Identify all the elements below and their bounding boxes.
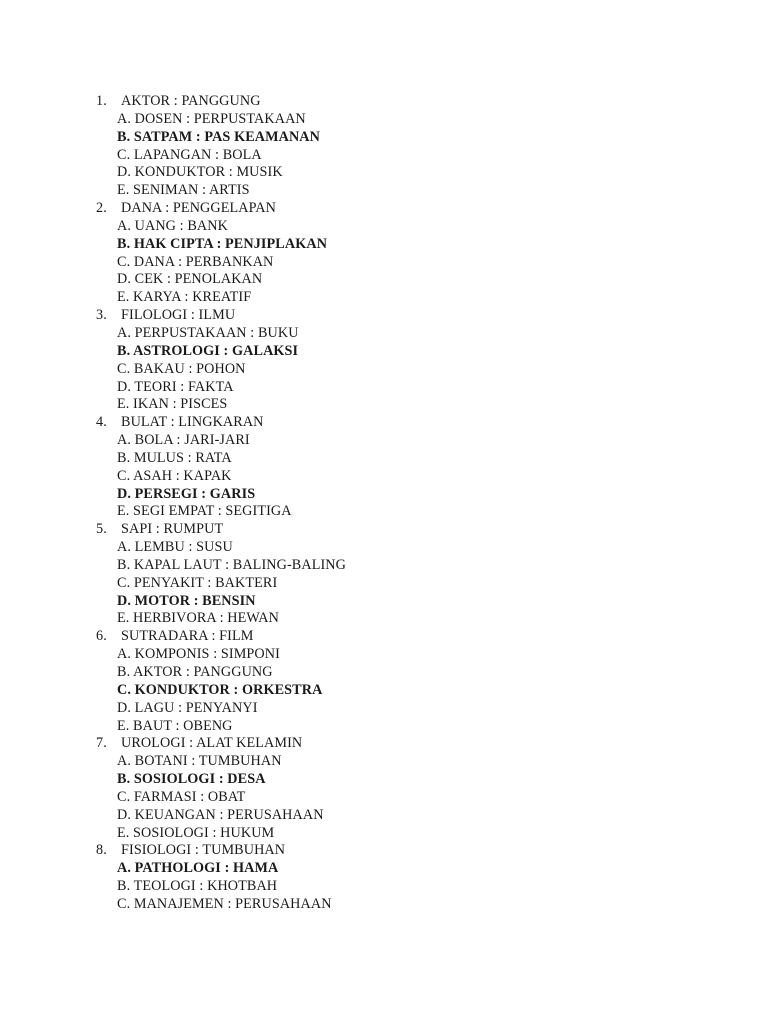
question-block: [0, 307, 768, 414]
answer-option: E. BAUT : OBENG: [117, 717, 233, 734]
question-number: 5.: [96, 521, 107, 538]
question-line: [0, 628, 768, 646]
question-stem: FILOLOGI : ILMU: [121, 307, 236, 324]
answer-option-correct: B. SOSIOLOGI : DESA: [117, 771, 266, 788]
question-stem: AKTOR : PANGGUNG: [121, 93, 261, 109]
question-number: 3.: [96, 307, 107, 324]
answer-option: E. KARYA : KREATIF: [117, 289, 252, 306]
question-number: 7.: [96, 735, 107, 752]
answer-option-correct: C. KONDUKTOR : ORKESTRA: [117, 681, 323, 698]
question-line: [0, 414, 768, 432]
question-block: [0, 735, 768, 842]
answer-option: C. PENYAKIT : BAKTERI: [117, 574, 278, 591]
question-number: 6.: [96, 628, 107, 645]
answer-option-correct: B. ASTROLOGI : GALAKSI: [117, 342, 299, 359]
answer-option: A. LEMBU : SUSU: [117, 539, 233, 556]
document-page: [0, 93, 768, 914]
question-block: [0, 842, 768, 913]
answer-option: D. KONDUKTOR : MUSIK: [117, 164, 283, 181]
answer-option: C. ASAH : KAPAK: [117, 467, 232, 484]
answer-option: E. IKAN : PISCES: [117, 396, 228, 413]
question-stem: SUTRADARA : FILM: [121, 628, 254, 645]
answer-option-correct: A. PATHOLOGI : HAMA: [117, 860, 279, 877]
answer-option: B. KAPAL LAUT : BALING-BALING: [117, 556, 346, 573]
question-stem: SAPI : RUMPUT: [121, 521, 224, 538]
answer-option: D. TEORI : FAKTA: [117, 378, 234, 395]
question-line: [0, 735, 768, 753]
answer-option-correct: D. PERSEGI : GARIS: [117, 485, 256, 502]
question-block: [0, 200, 768, 307]
answer-option: A. BOLA : JARI-JARI: [117, 432, 250, 449]
answer-option: A. UANG : BANK: [117, 217, 228, 234]
question-block: [0, 93, 768, 200]
answer-option: E. HERBIVORA : HEWAN: [117, 610, 279, 627]
question-line: [0, 93, 768, 111]
answer-option: C. DANA : PERBANKAN: [117, 253, 274, 270]
question-number: 4.: [96, 414, 107, 431]
answer-option: B. TEOLOGI : KHOTBAH: [117, 878, 278, 895]
answer-option-correct: B. SATPAM : PAS KEAMANAN: [117, 128, 320, 145]
answer-option: C. LAPANGAN : BOLA: [117, 146, 262, 163]
answer-option: A. BOTANI : TUMBUHAN: [117, 753, 282, 770]
question-number: 1.: [96, 93, 107, 109]
question-number: 8.: [96, 842, 107, 859]
answer-option: E. SOSIOLOGI : HUKUM: [117, 824, 275, 841]
answer-option: D. CEK : PENOLAKAN: [117, 271, 263, 288]
question-stem: FISIOLOGI : TUMBUHAN: [121, 842, 286, 859]
answer-option: C. BAKAU : POHON: [117, 360, 246, 377]
answer-option: E. SEGI EMPAT : SEGITIGA: [117, 503, 292, 520]
question-line: [0, 307, 768, 325]
question-stem: UROLOGI : ALAT KELAMIN: [121, 735, 303, 752]
answer-option: C. FARMASI : OBAT: [117, 788, 246, 805]
question-number: 2.: [96, 200, 107, 217]
answer-option: A. PERPUSTAKAAN : BUKU: [117, 324, 299, 341]
answer-option: E. SENIMAN : ARTIS: [117, 182, 250, 199]
answer-option: D. KEUANGAN : PERUSAHAAN: [117, 806, 324, 823]
question-block: [0, 414, 768, 521]
question-block: [0, 521, 768, 628]
question-line: [0, 200, 768, 218]
question-stem: DANA : PENGGELAPAN: [121, 200, 276, 217]
answer-option-correct: D. MOTOR : BENSIN: [117, 592, 256, 609]
question-stem: BULAT : LINGKARAN: [121, 414, 264, 431]
question-line: [0, 842, 768, 860]
answer-option: B. MULUS : RATA: [117, 449, 232, 466]
answer-option: B. AKTOR : PANGGUNG: [117, 664, 273, 680]
question-block: [0, 628, 768, 735]
answer-option: A. KOMPONIS : SIMPONI: [117, 646, 280, 663]
answer-option: D. LAGU : PENYANYI: [117, 699, 258, 716]
question-line: [0, 521, 768, 539]
answer-option: C. MANAJEMEN : PERUSAHAAN: [117, 895, 332, 912]
answer-option: A. DOSEN : PERPUSTAKAAN: [117, 110, 306, 127]
answer-option-correct: B. HAK CIPTA : PENJIPLAKAN: [117, 235, 328, 252]
